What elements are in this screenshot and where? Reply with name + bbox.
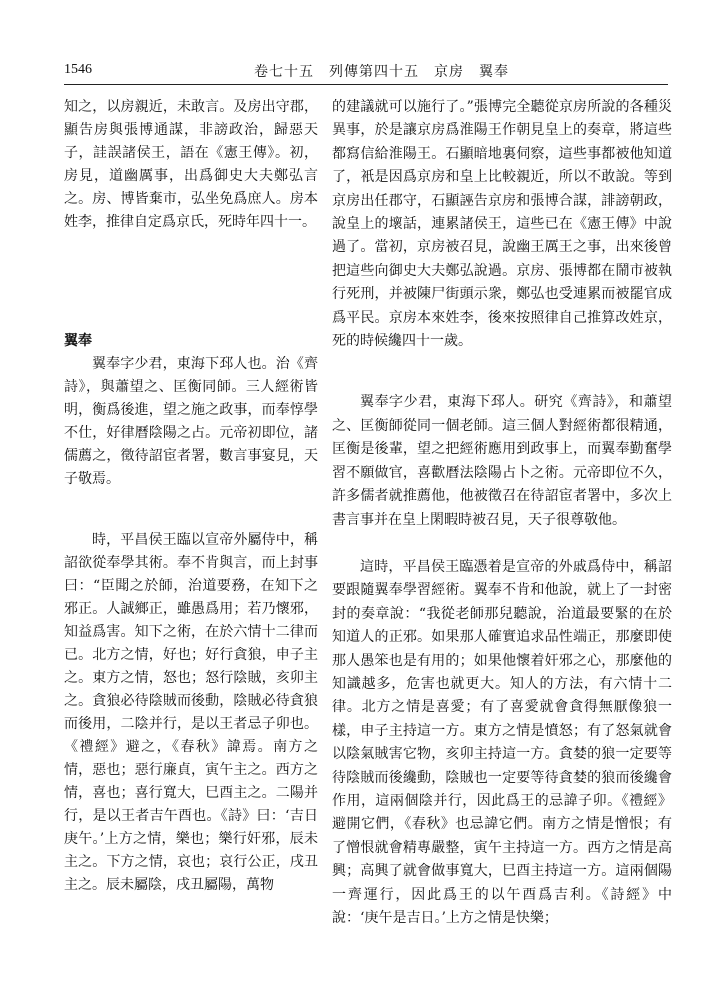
vernacular-paragraph-jingfang: 的建議就可以施行了。”張博完全聽從京房所說的各種災異事，於是讓京房爲淮陽王作朝見皇上的奏章，將這些都寫信給淮陽王。石顯暗地裏伺察，這些事都被他知道了，衹是因爲京房和皇上比較親近，所以不敢說。等到京房出任郡守，石顯誣告京房和張博合謀，誹謗朝政，說皇上的壞話，連累諸侯王，這些已在《憲王傳》中說過了。當初，京房被召見，說幽王厲王之事，出來後曾把這些向御史大夫鄭弘說過。京房、張博都在鬧市被執行死刑，并被陳尸街頭示衆，鄭弘也受連累而被罷官成爲平民。京房本來姓李，後來按照律自己推算改姓京，死的時候纔四十一歲。	[332, 99, 672, 350]
classical-text-column	[64, 96, 318, 897]
vernacular-paragraph-memorial: 這時，平昌侯王臨憑着是宣帝的外戚爲侍中，稱詔要跟隨翼奉學習經術。翼奉不肯和他說，就上了一封密封的奏章說：“我從老師那兒聽說，治道最要緊的在於知道人的正邪。如果那人確實追求品性端正，那麼即使那人愚笨也是有用的；如果他懷着奸邪之心，那麼他的知識越多，危害也就更大。知人的方法，有六情十二律。北方之情是喜愛；有了喜愛就會貪得無厭像狼一樣，申子主持這一方。東方之情是憤怒；有了怒氣就會以陰氣賊害它物，亥卯主持這一方。貪婪的狼一定要等待陰賊而後纔動，陰賊也一定要等待貪婪的狼而後纔會作用，這兩個陰并行，因此爲王的忌諱子卯。《禮經》避開它們，《春秋》也忌諱它們。南方之情是憎恨；有了憎恨就會精專嚴整，寅午主持這一方。西方之情是高興；高興了就會做事寬大，巳酉主持這一方。這兩個陽一齊運行，因此爲王的以午酉爲吉利。《詩經》中說：‘庚午是吉日。’上方之情是快樂；	[332, 558, 672, 926]
vernacular-text-column	[332, 96, 672, 930]
page-number: 1546	[64, 62, 92, 77]
classical-paragraph-memorial: 時，平昌侯王臨以宣帝外屬侍中，稱詔欲從奉學其術。奉不肯與言，而上封事曰：“臣聞之於師，治道要務，在知下之邪正。人誠鄉正，雖愚爲用；若乃懷邪，知益爲害。知下之術，在於六情十二律而已。北方之情，好也；好行貪狼，申子主之。東方之情，怒也；怒行陰賊，亥卯主之。貪狼必待陰賊而後動，陰賊必待貪狼而後用，二陰并行，是以王者忌子卯也。《禮經》避之，《春秋》諱焉。南方之情，惡也；惡行廉貞，寅午主之。西方之情，喜也；喜行寬大，巳酉主之。二陽并行，是以王者吉午酉也。《詩》曰：‘吉日庚午。’上方之情，樂也；樂行奸邪，辰未主之。下方之情，哀也；哀行公正，戌丑主之。辰未屬陰，戌丑屬陽，萬物	[64, 532, 318, 893]
classical-paragraph-jingfang: 知之，以房親近，未敢言。及房出守郡，顯告房與張博通謀，非謗政治，歸惡天子，詿誤諸侯王，語在《憲王傳》。初，房見，道幽厲事，出爲御史大夫鄭弘言之。房、博皆棄市，弘坐免爲庶人。房本姓李，推律自定爲京氏，死時年四十一。	[64, 99, 318, 230]
vernacular-paragraph-yifeng-intro: 翼奉字少君，東海下邳人。研究《齊詩》，和蕭望之、匡衡師從同一個老師。這三個人對經術都很精通，匡衡是後輩，望之把經術應用到政事上，而翼奉勤奮學習不願做官，喜歡曆法陰陽占卜之術。元帝即位不久，許多儒者就推薦他，他被徵召在待詔宦者署中，多次上書言事并在皇上閑暇時被召見，天子很尊敬他。	[332, 394, 672, 528]
section-title-yifeng: 翼奉	[64, 333, 92, 349]
header-rule	[64, 84, 668, 85]
running-title: 卷七十五 列傳第四十五 京房 翼奉	[254, 64, 509, 80]
classical-paragraph-yifeng-intro: 翼奉字少君，東海下邳人也。治《齊詩》，與蕭望之、匡衡同師。三人經術皆明，衡爲後進，望之施之政事，而奉惇學不仕，好律曆陰陽之占。元帝初即位，諸儒薦之，徵待詔宦者署，數言事宴見，天子敬焉。	[64, 356, 318, 487]
page-header	[64, 58, 668, 82]
